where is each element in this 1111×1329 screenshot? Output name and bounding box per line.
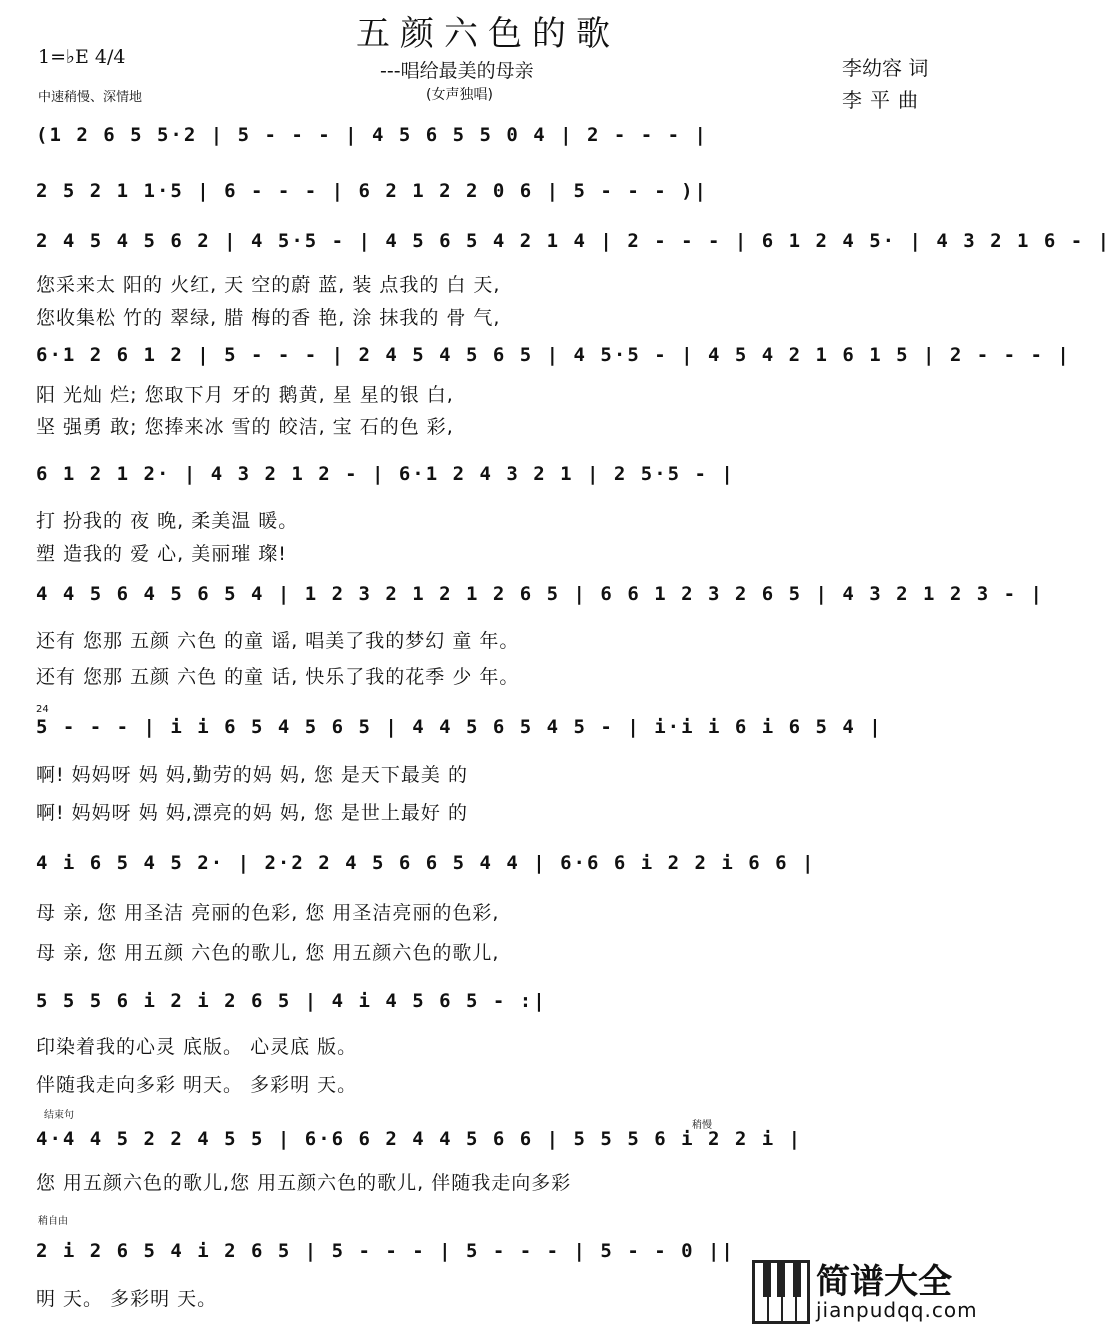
key-signature: 1=♭E 4/4	[38, 46, 126, 68]
notation-row-9: 5 5 5 6 i 2 i 2 6 5 | 4 i 4 5 6 5 - :|	[36, 990, 547, 1012]
site-url: jianpudqq.com	[816, 1298, 978, 1322]
page-title: 五颜六色的歌	[356, 14, 620, 54]
lyric-row-6-verse-2: 还有 您那 五颜 六色 的童 话, 快乐了我的花季 少 年。	[36, 666, 520, 688]
lyric-row-11: 明 天。 多彩明 天。	[36, 1288, 218, 1310]
notation-row-8: 4 i 6 5 4 5 2· | 2·2 2 4 5 6 6 5 4 4 | 6·6 6 i 2 2 i 6 6 |	[36, 852, 816, 874]
breath-mark: 24	[36, 704, 49, 715]
notation-row-2: 2 5 2 1 1·5 | 6 - - - | 6 2 1 2 2 0 6 | 5 - - - )|	[36, 180, 708, 202]
composer-credit: 李平曲	[842, 88, 926, 112]
piano-icon	[752, 1260, 810, 1324]
notation-row-4: 6·1 2 6 1 2 | 5 - - - | 2 4 5 4 5 6 5 | 4 5·5 - | 4 5 4 2 1 6 1 5 | 2 - - - |	[36, 344, 1071, 366]
lyric-row-9-verse-2: 伴随我走向多彩 明天。 多彩明 天。	[36, 1074, 358, 1096]
lyric-row-8-verse-2: 母 亲, 您 用五颜 六色的歌儿, 您 用五颜六色的歌儿,	[36, 942, 500, 964]
tempo-marking: 中速稍慢、深情地	[38, 90, 143, 105]
notation-row-6: 4 4 5 6 4 5 6 5 4 | 1 2 3 2 1 2 1 2 6 5 | 6 6 1 2 3 2 6 5 | 4 3 2 1 2 3 - |	[36, 583, 1044, 605]
notation-row-7: 5 - - - | i i 6 5 4 5 6 5 | 4 4 5 6 5 4 5 - | i·i i 6 i 6 5 4 |	[36, 716, 883, 738]
lyric-row-3-verse-2: 您收集松 竹的 翠绿, 腊 梅的香 艳, 涂 抹我的 骨 气,	[36, 307, 501, 329]
notation-row-5: 6 1 2 1 2· | 4 3 2 1 2 - | 6·1 2 4 3 2 1 | 2 5·5 - |	[36, 463, 735, 485]
lyricist-credit: 李幼容 词	[842, 56, 929, 80]
rit-label: 稍慢	[692, 1120, 712, 1131]
coda-label: 结束句	[44, 1110, 74, 1121]
lyric-row-8-verse-1: 母 亲, 您 用圣洁 亮丽的色彩, 您 用圣洁亮丽的色彩,	[36, 902, 500, 924]
lyric-row-5-verse-2: 塑 造我的 爱 心, 美丽璀 璨!	[36, 543, 287, 565]
page-subtitle: ---唱给最美的母亲	[380, 60, 534, 82]
lyric-row-3-verse-1: 您采来太 阳的 火红, 天 空的蔚 蓝, 装 点我的 白 天,	[36, 274, 501, 296]
lyric-row-9-verse-1: 印染着我的心灵 底版。 心灵底 版。	[36, 1036, 358, 1058]
lyric-row-5-verse-1: 打 扮我的 夜 晚, 柔美温 暖。	[36, 510, 299, 532]
lyric-row-6-verse-1: 还有 您那 五颜 六色 的童 谣, 唱美了我的梦幻 童 年。	[36, 630, 520, 652]
notation-row-10: 4·4 4 5 2 2 4 5 5 | 6·6 6 2 4 4 5 6 6 | 5 5 5 6 i 2 2 i |	[36, 1128, 803, 1150]
site-name: 简谱大全	[816, 1262, 952, 1302]
lyric-row-4-verse-2: 坚 强勇 敢; 您捧来冰 雪的 皎洁, 宝 石的色 彩,	[36, 416, 454, 438]
free-tempo-label: 稍自由	[38, 1216, 68, 1227]
site-logo	[752, 1254, 976, 1329]
notation-row-3: 2 4 5 4 5 6 2 | 4 5·5 - | 4 5 6 5 4 2 1 4 | 2 - - - | 6 1 2 4 5· | 4 3 2 1 6 - |	[36, 230, 1111, 252]
notation-row-1: (1 2 6 5 5·2 | 5 - - - | 4 5 6 5 5 0 4 | 2 - - - |	[36, 124, 708, 146]
notation-row-11: 2 i 2 6 5 4 i 2 6 5 | 5 - - - | 5 - - - | 5 - - 0 ||	[36, 1240, 735, 1262]
lyric-row-10: 您 用五颜六色的歌儿,您 用五颜六色的歌儿, 伴随我走向多彩	[36, 1172, 572, 1194]
lyric-row-7-verse-1: 啊! 妈妈呀 妈 妈,勤劳的妈 妈, 您 是天下最美 的	[36, 764, 468, 786]
lyric-row-4-verse-1: 阳 光灿 烂; 您取下月 牙的 鹅黄, 星 星的银 白,	[36, 384, 454, 406]
voice-type: (女声独唱)	[426, 87, 493, 103]
lyric-row-7-verse-2: 啊! 妈妈呀 妈 妈,漂亮的妈 妈, 您 是世上最好 的	[36, 802, 468, 824]
